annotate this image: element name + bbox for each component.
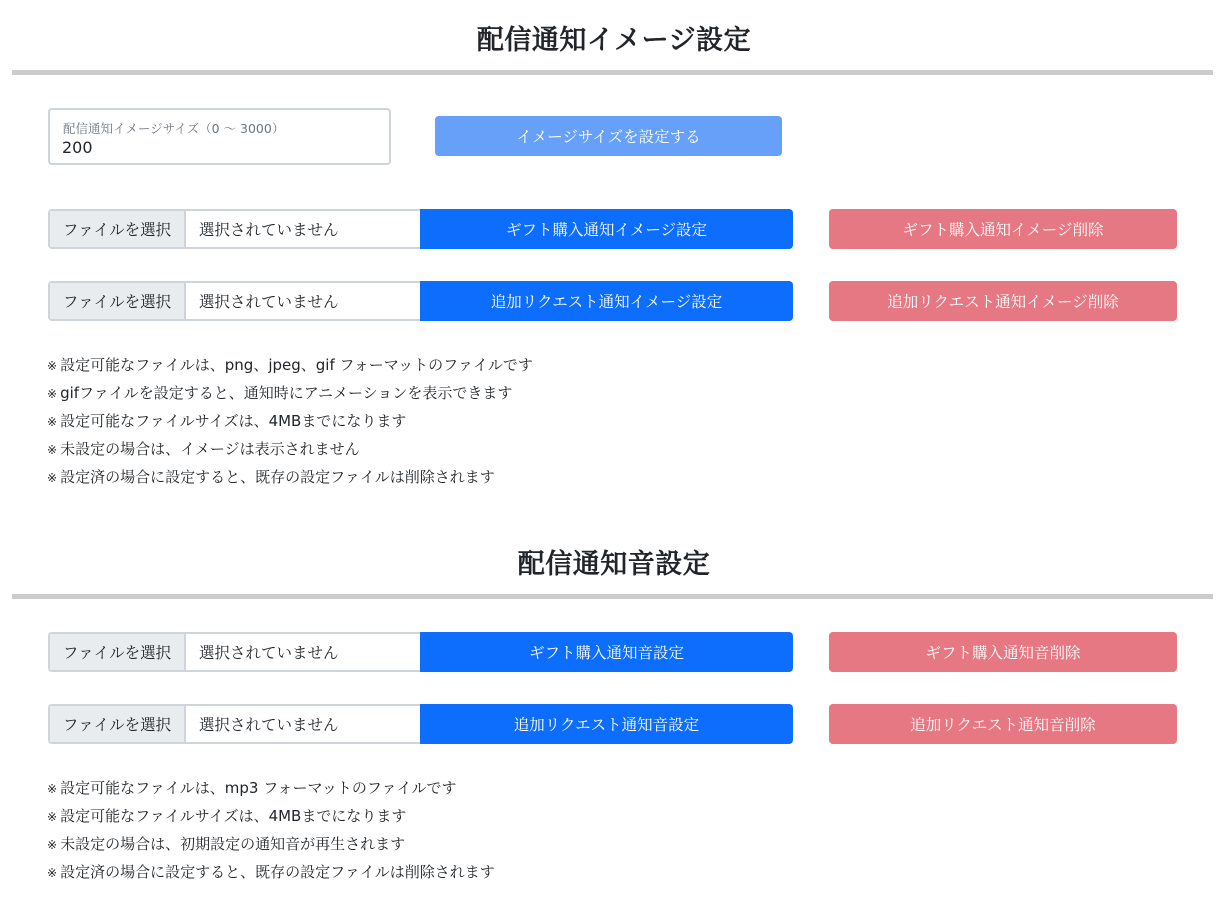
note-mark: ※	[47, 387, 58, 401]
request-sound-choose-file-button[interactable]: ファイルを選択	[50, 706, 186, 742]
delete-request-sound-button[interactable]: 追加リクエスト通知音削除	[829, 704, 1177, 744]
note-item	[47, 351, 533, 379]
note-text: 設定可能なファイルは、mp3 フォーマットのファイルです	[60, 779, 457, 797]
image-size-label: 配信通知イメージサイズ（0 〜 3000）	[63, 121, 285, 136]
note-text: 未設定の場合は、イメージは表示されません	[60, 440, 360, 458]
note-text: 未設定の場合は、初期設定の通知音が再生されます	[60, 835, 406, 853]
image-size-input[interactable]	[62, 138, 362, 157]
note-text: 設定可能なファイルサイズは、4MBまでになります	[60, 807, 407, 825]
note-mark: ※	[47, 415, 58, 429]
sound-section-divider	[12, 594, 1213, 599]
note-mark: ※	[47, 359, 58, 373]
note-item	[47, 435, 533, 463]
image-section-divider	[12, 70, 1213, 75]
set-request-image-button[interactable]: 追加リクエスト通知イメージ設定	[420, 281, 793, 321]
note-item	[47, 379, 533, 407]
note-item	[47, 802, 495, 830]
set-gift-sound-button[interactable]: ギフト購入通知音設定	[420, 632, 793, 672]
gift-image-file-status: 選択されていません	[199, 221, 339, 239]
note-mark: ※	[47, 471, 58, 485]
gift-image-choose-file-button[interactable]: ファイルを選択	[50, 211, 186, 247]
note-mark: ※	[47, 782, 58, 796]
image-section-title: 配信通知イメージ設定	[476, 25, 752, 56]
note-text: 設定可能なファイルサイズは、4MBまでになります	[60, 412, 407, 430]
note-text: 設定済の場合に設定すると、既存の設定ファイルは削除されます	[60, 863, 495, 881]
image-size-field[interactable]	[48, 108, 391, 165]
set-gift-image-button[interactable]: ギフト購入通知イメージ設定	[420, 209, 793, 249]
gift-sound-choose-file-button[interactable]: ファイルを選択	[50, 634, 186, 670]
note-item	[47, 774, 495, 802]
note-mark: ※	[47, 838, 58, 852]
sound-section-title: 配信通知音設定	[517, 549, 711, 580]
delete-request-image-button[interactable]: 追加リクエスト通知イメージ削除	[829, 281, 1177, 321]
gift-sound-file-input[interactable]	[48, 632, 420, 672]
set-image-size-button[interactable]: イメージサイズを設定する	[435, 116, 782, 156]
request-sound-file-status: 選択されていません	[199, 716, 339, 734]
delete-gift-sound-button[interactable]: ギフト購入通知音削除	[829, 632, 1177, 672]
note-text: 設定可能なファイルは、png、jpeg、gif フォーマットのファイルです	[60, 356, 533, 374]
delete-gift-image-button[interactable]: ギフト購入通知イメージ削除	[829, 209, 1177, 249]
request-image-file-status: 選択されていません	[199, 293, 339, 311]
image-notes-list	[47, 351, 533, 491]
set-request-sound-button[interactable]: 追加リクエスト通知音設定	[420, 704, 793, 744]
gift-image-file-input[interactable]	[48, 209, 420, 249]
note-item	[47, 407, 533, 435]
note-item	[47, 830, 495, 858]
sound-notes-list	[47, 774, 495, 886]
request-sound-file-input[interactable]	[48, 704, 420, 744]
gift-sound-file-status: 選択されていません	[199, 644, 339, 662]
note-mark: ※	[47, 866, 58, 880]
note-mark: ※	[47, 443, 58, 457]
request-image-choose-file-button[interactable]: ファイルを選択	[50, 283, 186, 319]
note-text: 設定済の場合に設定すると、既存の設定ファイルは削除されます	[60, 468, 495, 486]
note-item	[47, 858, 495, 886]
note-text: gifファイルを設定すると、通知時にアニメーションを表示できます	[60, 384, 513, 402]
note-item	[47, 463, 533, 491]
request-image-file-input[interactable]	[48, 281, 420, 321]
note-mark: ※	[47, 810, 58, 824]
